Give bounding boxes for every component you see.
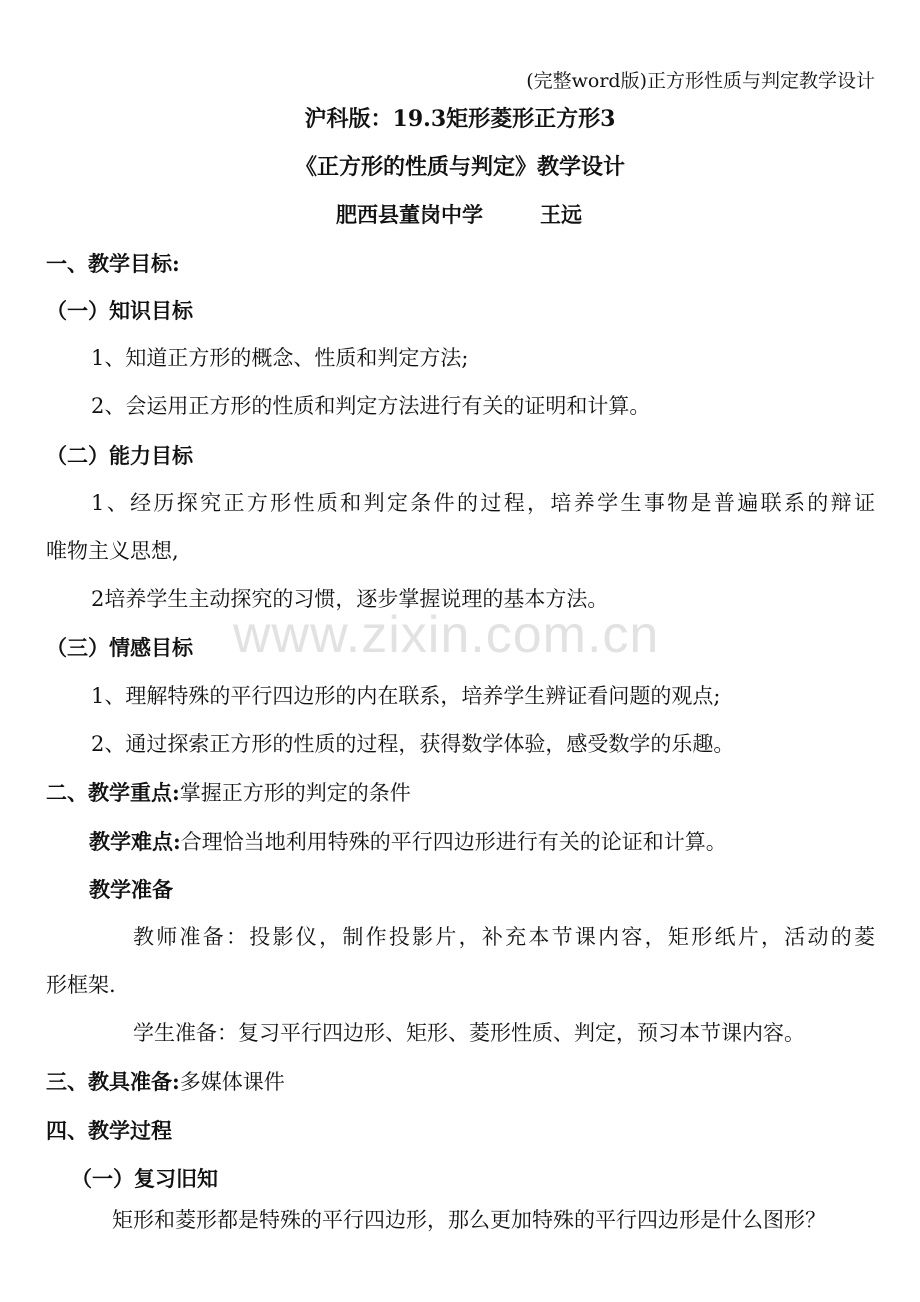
teaching-aids-label: 三、教具准备: — [46, 1069, 180, 1094]
difficulty-label: 教学难点: — [89, 829, 181, 854]
emotion-goals-heading: （三）情感目标 — [46, 635, 193, 660]
ability-item-1-line-1: 1、经历探究正方形性质和判定条件的过程，培养学生事物是普遍联系的辩证 — [91, 491, 875, 515]
knowledge-goals-heading: （一）知识目标 — [46, 298, 193, 323]
ability-goals-heading: （二）能力目标 — [46, 443, 193, 468]
student-prep: 学生准备：复习平行四边形、矩形、菱形性质、判定，预习本节课内容。 — [133, 1021, 805, 1045]
key-point-line — [46, 782, 411, 804]
teacher-prep-line-1: 教师准备：投影仪，制作投影片，补充本节课内容，矩形纸片，活动的菱 — [133, 925, 875, 949]
difficulty-text: 合理恰当地利用特殊的平行四边形进行有关的论证和计算。 — [180, 830, 727, 854]
watermark: www.zixin.com.cn — [233, 606, 660, 664]
knowledge-item-2: 2、会运用正方形的性质和判定方法进行有关的证明和计算。 — [91, 394, 651, 418]
key-point-text: 掌握正方形的判定的条件 — [179, 781, 411, 805]
knowledge-item-1: 1、知道正方形的概念、性质和判定方法; — [91, 346, 469, 370]
author-name: 王远 — [540, 202, 582, 227]
review-text: 矩形和菱形都是特殊的平行四边形，那么更加特殊的平行四边形是什么图形？ — [112, 1208, 826, 1232]
teaching-prep-heading: 教学准备 — [89, 877, 173, 902]
page-header: (完整word版)正方形性质与判定教学设计 — [526, 70, 875, 92]
section-1-heading: 一、教学目标: — [46, 251, 180, 276]
emotion-item-2: 2、通过探索正方形的性质的过程，获得数学体验，感受数学的乐趣。 — [91, 732, 735, 756]
ability-item-1-line-2: 唯物主义思想, — [46, 539, 179, 563]
difficulty-line — [89, 831, 727, 853]
author-school: 肥西县董岗中学 — [336, 202, 483, 227]
title-line-2: 《正方形的性质与判定》教学设计 — [294, 154, 625, 180]
review-heading: （一）复习旧知 — [71, 1166, 218, 1191]
title-line-1: 沪科版：19.3矩形菱形正方形3 — [304, 106, 616, 132]
teaching-aids-line — [46, 1071, 285, 1093]
ability-item-2: 2培养学生主动探究的习惯，逐步掌握说理的基本方法。 — [91, 587, 609, 611]
section-4-heading: 四、教学过程 — [46, 1118, 172, 1143]
emotion-item-1: 1、理解特殊的平行四边形的内在联系，培养学生辨证看问题的观点; — [91, 684, 721, 708]
teaching-aids-text: 多媒体课件 — [179, 1070, 285, 1094]
key-point-label: 二、教学重点: — [46, 780, 180, 805]
teacher-prep-line-2: 形框架. — [46, 973, 116, 997]
